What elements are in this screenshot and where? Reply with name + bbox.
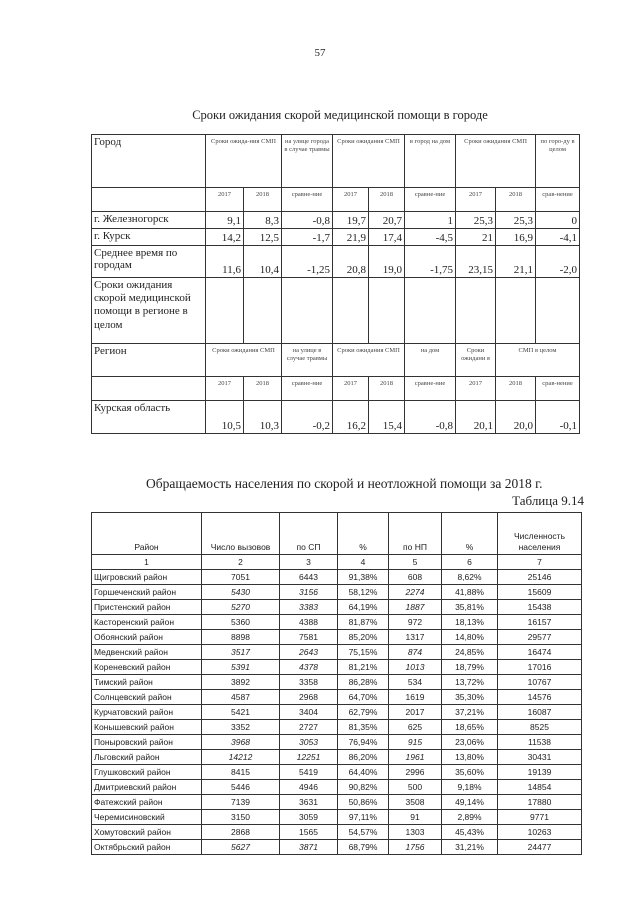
sp-count: 4388 bbox=[280, 615, 338, 630]
value-cell: -0,8 bbox=[405, 401, 456, 434]
district-name: Медвенский район bbox=[92, 645, 202, 660]
sp-count: 5419 bbox=[280, 765, 338, 780]
table-row bbox=[92, 600, 582, 615]
value-cell: 21,9 bbox=[333, 229, 369, 246]
district-name: Кореневский район bbox=[92, 660, 202, 675]
header-waiting-cmp-2: Сроки ожидания СМП bbox=[333, 344, 405, 377]
sp-count: 3871 bbox=[280, 840, 338, 855]
sp-count: 3404 bbox=[280, 705, 338, 720]
np-count: 534 bbox=[389, 675, 442, 690]
value-cell: 15,4 bbox=[369, 401, 405, 434]
population: 16474 bbox=[498, 645, 582, 660]
district-name: Поныровский район bbox=[92, 735, 202, 750]
calls-count: 3150 bbox=[202, 810, 280, 825]
calls-count: 3892 bbox=[202, 675, 280, 690]
population: 10767 bbox=[498, 675, 582, 690]
value-cell: 21 bbox=[456, 229, 496, 246]
table-row bbox=[92, 795, 582, 810]
district-name: Тимский район bbox=[92, 675, 202, 690]
table-row bbox=[92, 690, 582, 705]
header-population: Численность населения bbox=[498, 513, 582, 555]
header-calls: Число вызовов bbox=[202, 513, 280, 555]
header-waiting: Сроки ожидани я bbox=[456, 344, 496, 377]
column-number: 2 bbox=[202, 555, 280, 570]
table-row bbox=[92, 660, 582, 675]
header-city-total: по горо-ду в целом bbox=[536, 135, 580, 188]
comparison-label: сравне-ние bbox=[282, 377, 333, 401]
population: 16087 bbox=[498, 705, 582, 720]
np-percent: 18,65% bbox=[442, 720, 498, 735]
sp-percent: 81,21% bbox=[338, 660, 389, 675]
column-number: 6 bbox=[442, 555, 498, 570]
column-number: 4 bbox=[338, 555, 389, 570]
np-percent: 13,80% bbox=[442, 750, 498, 765]
sp-percent: 64,70% bbox=[338, 690, 389, 705]
district-name: Льговский район bbox=[92, 750, 202, 765]
table-row bbox=[92, 401, 580, 434]
value-cell: -4,5 bbox=[405, 229, 456, 246]
sp-percent: 68,79% bbox=[338, 840, 389, 855]
np-percent: 14,80% bbox=[442, 630, 498, 645]
sp-percent: 64,19% bbox=[338, 600, 389, 615]
calls-table bbox=[91, 512, 582, 855]
value-cell: -0,2 bbox=[282, 401, 333, 434]
population: 9771 bbox=[498, 810, 582, 825]
np-count: 2996 bbox=[389, 765, 442, 780]
value-cell: 20,1 bbox=[456, 401, 496, 434]
table-row bbox=[92, 570, 582, 585]
value-cell: -2,0 bbox=[536, 246, 580, 278]
table-row bbox=[92, 765, 582, 780]
year-2017: 2017 bbox=[206, 188, 244, 212]
np-percent: 45,43% bbox=[442, 825, 498, 840]
population: 30431 bbox=[498, 750, 582, 765]
district-name: Хомутовский район bbox=[92, 825, 202, 840]
region-name: Курская область bbox=[92, 401, 206, 434]
sp-percent: 85,20% bbox=[338, 630, 389, 645]
page-number: 57 bbox=[314, 47, 326, 59]
population: 25146 bbox=[498, 570, 582, 585]
city-header: Город bbox=[92, 135, 206, 188]
district-name: Пристенский район bbox=[92, 600, 202, 615]
value-cell: 10,5 bbox=[206, 401, 244, 434]
np-percent: 18,13% bbox=[442, 615, 498, 630]
comparison-label: сравне-ние bbox=[282, 188, 333, 212]
value-cell: 0 bbox=[536, 212, 580, 229]
sp-count: 3053 bbox=[280, 735, 338, 750]
value-cell: -1,7 bbox=[282, 229, 333, 246]
district-name: Фатежский район bbox=[92, 795, 202, 810]
sp-percent: 58,12% bbox=[338, 585, 389, 600]
header-waiting-cmp: Сроки ожида-ния СМП bbox=[206, 135, 282, 188]
calls-count: 2868 bbox=[202, 825, 280, 840]
calls-count: 3517 bbox=[202, 645, 280, 660]
year-2017: 2017 bbox=[456, 188, 496, 212]
year-2018: 2018 bbox=[244, 188, 282, 212]
calls-count: 3352 bbox=[202, 720, 280, 735]
sp-count: 12251 bbox=[280, 750, 338, 765]
comparison-label: сравне-ние bbox=[405, 188, 456, 212]
sp-percent: 50,86% bbox=[338, 795, 389, 810]
np-count: 1013 bbox=[389, 660, 442, 675]
np-percent: 24,85% bbox=[442, 645, 498, 660]
header-sp: по СП bbox=[280, 513, 338, 555]
value-cell: 19,7 bbox=[333, 212, 369, 229]
np-count: 972 bbox=[389, 615, 442, 630]
table-row bbox=[92, 720, 582, 735]
year-2017: 2017 bbox=[456, 377, 496, 401]
np-percent: 23,06% bbox=[442, 735, 498, 750]
table-row bbox=[92, 735, 582, 750]
sp-count: 6443 bbox=[280, 570, 338, 585]
sp-count: 7581 bbox=[280, 630, 338, 645]
header-waiting-cmp-3: Сроки ожидания СМП bbox=[456, 135, 536, 188]
table-row bbox=[92, 615, 582, 630]
population: 16157 bbox=[498, 615, 582, 630]
np-percent: 35,81% bbox=[442, 600, 498, 615]
np-count: 1961 bbox=[389, 750, 442, 765]
comparison-label: сравне-ние bbox=[405, 377, 456, 401]
header-np-percent: % bbox=[442, 513, 498, 555]
population: 14576 bbox=[498, 690, 582, 705]
np-count: 500 bbox=[389, 780, 442, 795]
header-home: на дом bbox=[405, 344, 456, 377]
sp-count: 2968 bbox=[280, 690, 338, 705]
district-name: Горшеченский район bbox=[92, 585, 202, 600]
table-row bbox=[92, 780, 582, 795]
city-name: г. Курск bbox=[92, 229, 206, 246]
header-home: в город на дом bbox=[405, 135, 456, 188]
calls-count: 5446 bbox=[202, 780, 280, 795]
calls-count: 8898 bbox=[202, 630, 280, 645]
value-cell: 10,4 bbox=[244, 246, 282, 278]
value-cell: 11,6 bbox=[206, 246, 244, 278]
average-label: Среднее время по городам bbox=[92, 246, 206, 278]
value-cell: 20,7 bbox=[369, 212, 405, 229]
table-row bbox=[92, 675, 582, 690]
calls-count: 3968 bbox=[202, 735, 280, 750]
table-row bbox=[92, 630, 582, 645]
column-number: 7 bbox=[498, 555, 582, 570]
np-count: 608 bbox=[389, 570, 442, 585]
calls-count: 8415 bbox=[202, 765, 280, 780]
sp-percent: 90,82% bbox=[338, 780, 389, 795]
district-name: Глушковский район bbox=[92, 765, 202, 780]
np-percent: 9,18% bbox=[442, 780, 498, 795]
np-count: 1619 bbox=[389, 690, 442, 705]
np-percent: 31,21% bbox=[442, 840, 498, 855]
sp-count: 2643 bbox=[280, 645, 338, 660]
sp-count: 3156 bbox=[280, 585, 338, 600]
population: 15609 bbox=[498, 585, 582, 600]
value-cell: 16,9 bbox=[496, 229, 536, 246]
year-2017: 2017 bbox=[333, 188, 369, 212]
table-row bbox=[92, 705, 582, 720]
value-cell: -1,25 bbox=[282, 246, 333, 278]
year-2018: 2018 bbox=[369, 188, 405, 212]
value-cell: -0,1 bbox=[536, 401, 580, 434]
value-cell: 25,3 bbox=[496, 212, 536, 229]
sp-count: 3358 bbox=[280, 675, 338, 690]
np-percent: 35,30% bbox=[442, 690, 498, 705]
district-name: Октябрьский район bbox=[92, 840, 202, 855]
region-section-title: Сроки ожидания скорой медицинской помощи в регионе в целом bbox=[92, 278, 206, 344]
np-count: 1303 bbox=[389, 825, 442, 840]
sp-percent: 75,15% bbox=[338, 645, 389, 660]
population: 17880 bbox=[498, 795, 582, 810]
np-percent: 2,89% bbox=[442, 810, 498, 825]
sp-count: 3059 bbox=[280, 810, 338, 825]
region-header: Регион bbox=[92, 344, 206, 377]
value-cell: 1 bbox=[405, 212, 456, 229]
year-2018: 2018 bbox=[244, 377, 282, 401]
calls-count: 7051 bbox=[202, 570, 280, 585]
sp-percent: 86,20% bbox=[338, 750, 389, 765]
calls-count: 7139 bbox=[202, 795, 280, 810]
year-2018: 2018 bbox=[496, 377, 536, 401]
calls-count: 5360 bbox=[202, 615, 280, 630]
header-sp-percent: % bbox=[338, 513, 389, 555]
waiting-time-table bbox=[91, 134, 580, 434]
comparison-label: срав-нение bbox=[536, 188, 580, 212]
np-percent: 49,14% bbox=[442, 795, 498, 810]
np-count: 91 bbox=[389, 810, 442, 825]
value-cell: 8,3 bbox=[244, 212, 282, 229]
value-cell: -0,8 bbox=[282, 212, 333, 229]
district-name: Щигровский район bbox=[92, 570, 202, 585]
comparison-label: срав-нение bbox=[536, 377, 580, 401]
column-number: 1 bbox=[92, 555, 202, 570]
np-percent: 8,62% bbox=[442, 570, 498, 585]
table-row bbox=[92, 810, 582, 825]
table-row bbox=[92, 645, 582, 660]
district-name: Касторенский район bbox=[92, 615, 202, 630]
calls-count: 5421 bbox=[202, 705, 280, 720]
sp-count: 1565 bbox=[280, 825, 338, 840]
calls-count: 5430 bbox=[202, 585, 280, 600]
header-np: по НП bbox=[389, 513, 442, 555]
np-count: 3508 bbox=[389, 795, 442, 810]
value-cell: 19,0 bbox=[369, 246, 405, 278]
population: 19139 bbox=[498, 765, 582, 780]
calls-count: 5391 bbox=[202, 660, 280, 675]
value-cell: 14,2 bbox=[206, 229, 244, 246]
np-count: 1756 bbox=[389, 840, 442, 855]
table-row bbox=[92, 246, 580, 278]
value-cell: 21,1 bbox=[496, 246, 536, 278]
value-cell: 9,1 bbox=[206, 212, 244, 229]
population: 17016 bbox=[498, 660, 582, 675]
np-percent: 35,60% bbox=[442, 765, 498, 780]
value-cell: 17,4 bbox=[369, 229, 405, 246]
district-name: Конышевский район bbox=[92, 720, 202, 735]
section1-title: Сроки ожидания скорой медицинской помощи в городе bbox=[192, 108, 488, 122]
header-waiting-cmp: Сроки ожидания СМП bbox=[206, 344, 282, 377]
population: 10263 bbox=[498, 825, 582, 840]
sp-percent: 81,87% bbox=[338, 615, 389, 630]
table-row bbox=[92, 585, 582, 600]
np-count: 2017 bbox=[389, 705, 442, 720]
sp-percent: 97,11% bbox=[338, 810, 389, 825]
np-percent: 18,79% bbox=[442, 660, 498, 675]
year-2018: 2018 bbox=[496, 188, 536, 212]
np-count: 915 bbox=[389, 735, 442, 750]
value-cell: -4,1 bbox=[536, 229, 580, 246]
district-name: Курчатовский район bbox=[92, 705, 202, 720]
np-count: 2274 bbox=[389, 585, 442, 600]
sp-count: 3631 bbox=[280, 795, 338, 810]
table-row bbox=[92, 750, 582, 765]
np-count: 874 bbox=[389, 645, 442, 660]
header-street-trauma: на улице города в случае травмы bbox=[282, 135, 333, 188]
sp-count: 4378 bbox=[280, 660, 338, 675]
sp-percent: 54,57% bbox=[338, 825, 389, 840]
np-percent: 37,21% bbox=[442, 705, 498, 720]
population: 11538 bbox=[498, 735, 582, 750]
sp-percent: 64,40% bbox=[338, 765, 389, 780]
table-number: Таблица 9.14 bbox=[512, 493, 584, 508]
population: 14854 bbox=[498, 780, 582, 795]
sp-percent: 62,79% bbox=[338, 705, 389, 720]
population: 24477 bbox=[498, 840, 582, 855]
np-count: 1317 bbox=[389, 630, 442, 645]
value-cell: 10,3 bbox=[244, 401, 282, 434]
population: 8525 bbox=[498, 720, 582, 735]
sp-count: 4946 bbox=[280, 780, 338, 795]
calls-count: 5270 bbox=[202, 600, 280, 615]
population: 29577 bbox=[498, 630, 582, 645]
value-cell: 25,3 bbox=[456, 212, 496, 229]
table-row bbox=[92, 212, 580, 229]
calls-count: 5627 bbox=[202, 840, 280, 855]
header-waiting-cmp-2: Сроки ожидания СМП bbox=[333, 135, 405, 188]
header-cmp-total: СМП в целом bbox=[496, 344, 580, 377]
table-row bbox=[92, 229, 580, 246]
np-percent: 13,72% bbox=[442, 675, 498, 690]
sp-percent: 81,35% bbox=[338, 720, 389, 735]
header-district: Район bbox=[92, 513, 202, 555]
header-street-trauma: на улице в случае травмы bbox=[282, 344, 333, 377]
column-number: 5 bbox=[389, 555, 442, 570]
city-name: г. Железногорск bbox=[92, 212, 206, 229]
np-count: 1887 bbox=[389, 600, 442, 615]
sp-percent: 91,38% bbox=[338, 570, 389, 585]
value-cell: -1,75 bbox=[405, 246, 456, 278]
population: 15438 bbox=[498, 600, 582, 615]
district-name: Дмитриевский район bbox=[92, 780, 202, 795]
year-2017: 2017 bbox=[333, 377, 369, 401]
section2-title: Обращаемость населения по скорой и неотложной помощи за 2018 г. bbox=[146, 476, 543, 491]
calls-count: 14212 bbox=[202, 750, 280, 765]
year-2018: 2018 bbox=[369, 377, 405, 401]
district-name: Обоянский район bbox=[92, 630, 202, 645]
calls-count: 4587 bbox=[202, 690, 280, 705]
np-count: 625 bbox=[389, 720, 442, 735]
sp-count: 3383 bbox=[280, 600, 338, 615]
np-percent: 41,88% bbox=[442, 585, 498, 600]
district-name: Солнцевский район bbox=[92, 690, 202, 705]
district-name: Черемисиновский bbox=[92, 810, 202, 825]
value-cell: 20,8 bbox=[333, 246, 369, 278]
sp-percent: 86,28% bbox=[338, 675, 389, 690]
table-row bbox=[92, 825, 582, 840]
value-cell: 23,15 bbox=[456, 246, 496, 278]
sp-count: 2727 bbox=[280, 720, 338, 735]
sp-percent: 76,94% bbox=[338, 735, 389, 750]
table-row bbox=[92, 840, 582, 855]
value-cell: 16,2 bbox=[333, 401, 369, 434]
column-number: 3 bbox=[280, 555, 338, 570]
value-cell: 12,5 bbox=[244, 229, 282, 246]
year-2017: 2017 bbox=[206, 377, 244, 401]
value-cell: 20,0 bbox=[496, 401, 536, 434]
